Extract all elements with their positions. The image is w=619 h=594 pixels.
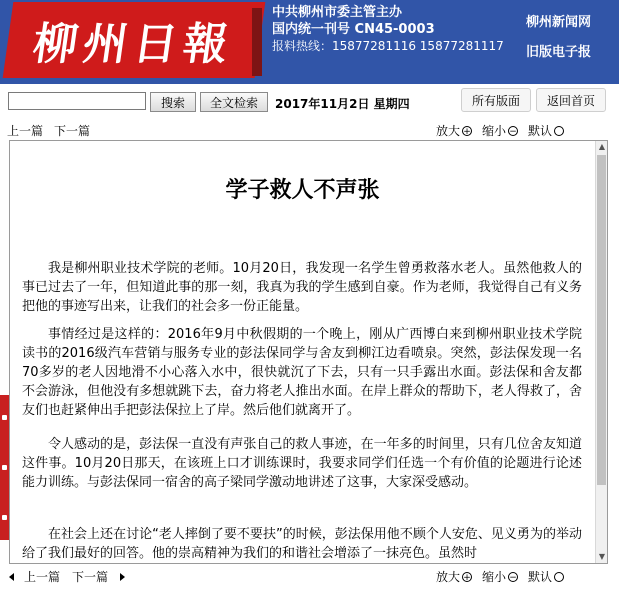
radio-circle-icon [554, 572, 564, 582]
article-paragraph: 事情经过是这样的：2016年9月中秋假期的一个晚上，刚从广西博白来到柳州职业技术学院读书的2016级汽车营销与服务专业的彭法保同学与舍友到柳江边看喷泉。突然，彭法保发现一名70多岁的老人因地滑不小心落入水中，很快就沉了下去，只有一只手露出水面。彭法保和舍友都不会游泳，但他没有多想就跳下去，奋力将老人推出水面。在岸上群众的帮助下，老人得救了，舍友们也赶紧伸出手把彭法保拉上了岸。然后他们就离开了。 [22, 327, 582, 418]
home-button[interactable]: 返回首页 [536, 88, 606, 112]
vertical-scrollbar[interactable] [595, 141, 608, 563]
issue-date: 2017年11月2日 星期四 [275, 97, 410, 111]
search-input[interactable] [8, 92, 146, 110]
header-links [526, 8, 591, 68]
header-hotline: 报料热线：15877281116 15877281117 [272, 39, 504, 53]
article-paragraph: 我是柳州职业技术学院的老师。10月20日，我发现一名学生曾勇救落水老人。虽然他救人的事已过去了一年，但知道此事的那一刻，我真为我的学生感到自豪。作为老师，我觉得自己有义务把他的事迹写出来，让我们的社会多一份正能量。 [22, 261, 582, 314]
scroll-thumb[interactable] [597, 155, 606, 485]
fulltext-search-button[interactable]: 全文检索 [200, 92, 268, 112]
next-article-link[interactable]: 下一篇 [54, 124, 91, 138]
zoom-out-icon: − [509, 126, 517, 137]
header-issn: 国内统一刊号 CN45-0003 [272, 22, 435, 37]
zoom-in-icon: + [463, 126, 471, 137]
news-site-link[interactable]: 柳州新闻网 [526, 15, 592, 30]
side-tab-mark-icon [2, 415, 7, 420]
top-nav-bar [0, 118, 619, 140]
triangle-right-icon [120, 573, 125, 581]
search-button[interactable]: 搜索 [150, 92, 196, 112]
prev-article-link-bottom[interactable]: 上一篇 [24, 570, 61, 584]
zoom-in-label: 放大 [436, 570, 461, 584]
newspaper-logo: 柳州日報 [3, 2, 266, 78]
scroll-up-arrow-icon[interactable]: ▲ [598, 142, 606, 151]
side-tab-mark-icon [2, 465, 7, 470]
header-sponsor: 中共柳州市委主管主办 [272, 5, 403, 20]
logo-shadow [252, 8, 262, 76]
zoom-out-control[interactable] [482, 122, 518, 139]
old-edition-link[interactable]: 旧版电子报 [526, 45, 592, 60]
zoom-in-control[interactable] [436, 122, 472, 139]
zoom-in-control-bottom[interactable] [436, 568, 472, 585]
zoom-default-label: 默认 [528, 570, 553, 584]
header-banner [0, 0, 619, 84]
article-paragraph: 在社会上还在讨论“老人摔倒了要不要扶”的时候，彭法保用他不顾个人安危、见义勇为的举动给了我们最好的回答。他的崇高精神为我们的和谐社会增添了一抹亮色。虽然时 [22, 527, 582, 561]
zoom-default-control[interactable] [528, 122, 564, 139]
scroll-down-arrow-icon[interactable]: ▼ [598, 552, 606, 561]
article-content [10, 141, 595, 563]
zoom-default-label: 默认 [528, 124, 553, 138]
radio-circle-icon [554, 126, 564, 136]
zoom-out-label: 缩小 [482, 570, 507, 584]
zoom-in-icon: + [463, 572, 471, 583]
prev-article-link[interactable]: 上一篇 [7, 124, 44, 138]
zoom-out-label: 缩小 [482, 124, 507, 138]
zoom-out-icon: − [509, 572, 517, 583]
article-title: 学子救人不声张 [225, 177, 380, 203]
article-paragraph: 令人感动的是，彭法保一直没有声张自己的救人事迹，在一年多的时间里，只有几位舍友知道这件事。10月20日那天，在该班上口才训练课时，我要求同学们任选一个有价值的论题进行论述能力训练。与彭法保同一宿舍的高子梁同学激动地讲述了这事，大家深受感动。 [22, 437, 582, 490]
side-red-tab[interactable] [0, 395, 9, 540]
article-frame [9, 140, 608, 564]
triangle-left-icon [9, 573, 14, 581]
bottom-nav-bar [0, 564, 619, 586]
header-info [272, 4, 504, 55]
zoom-in-label: 放大 [436, 124, 461, 138]
side-tab-mark-icon [2, 515, 7, 520]
all-pages-button[interactable]: 所有版面 [461, 88, 531, 112]
next-article-link-bottom[interactable]: 下一篇 [72, 570, 109, 584]
zoom-default-control-bottom[interactable] [528, 568, 564, 585]
zoom-out-control-bottom[interactable] [482, 568, 518, 585]
